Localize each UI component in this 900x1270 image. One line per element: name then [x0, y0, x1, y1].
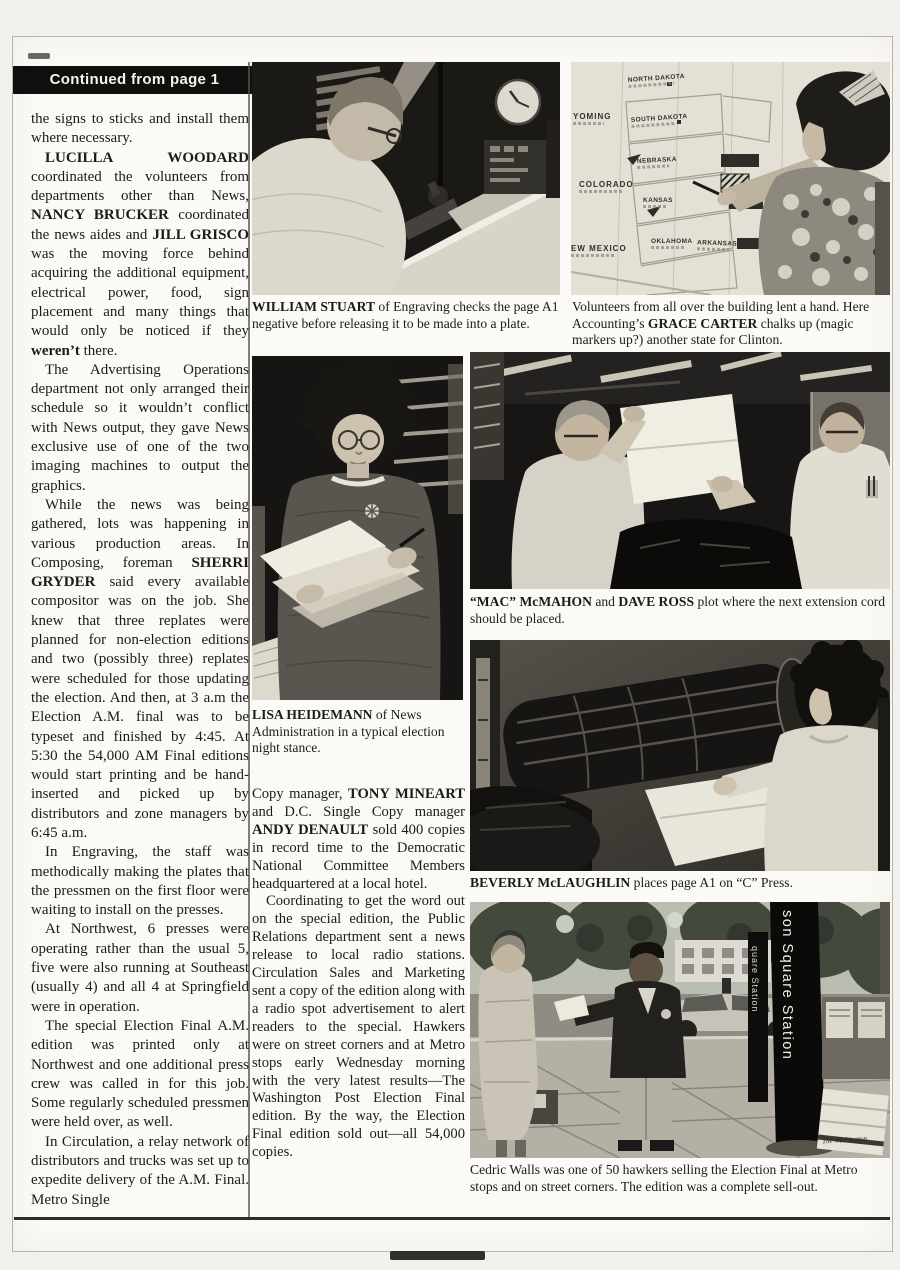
caption-beverly-mclaughlin: BEVERLY McLAUGHLIN places page A1 on “C” Press. — [470, 875, 793, 890]
newspaper-nameplate-text: The Washington — [821, 1134, 868, 1146]
map-label-wyoming: YOMING — [573, 112, 611, 125]
map-label-nebraska: NEBRASKA — [637, 156, 678, 169]
carter-photo-art — [571, 62, 890, 295]
map-label-north-dakota: NORTH DAKOTA — [628, 73, 686, 88]
caption-grace-carter: Volunteers from all over the building lent a hand. Here Accounting’s GRACE CARTER chalks up (magic markers up?) another state for Clinton. — [572, 299, 870, 348]
caption-william-stuart: WILLIAM STUART of Engraving checks the page A1 negative before releasing it to be made into a plate. — [252, 299, 559, 331]
paragraph: In Circulation, a relay network of distributors and trucks was set up to expedite delivery of the A.M. Final. Metro Single — [31, 1133, 249, 1208]
paragraph: the signs to sticks and install them where necessary. — [31, 111, 249, 147]
paragraph: Coordinating to get the word out on the special edition, the Public Relations department sent a news release to local radio stations. Circulation Sales and Marketing sent a copy of the edition along with a radio spot advertisement to alert readers to the special. Hawkers were on street corners and at Metro stops early Wednesday morning with the very latest results—The Washington Post Election Final edition. By the way, the Election Final edition sold out—all 54,000 copies. — [252, 893, 465, 1161]
paragraph: While the news was being gathered, lots was happening in various production areas. In Composing, foreman SHERRI GRYDER said every available compositor was on the job. She knew that three replates were planned for non-election editions and two (possibly three) replates were scheduled for those updating the election. And then, at 3 a.m the Election A.M. final was to be typeset and finished by 4:45. At 5:30 the 54,000 AM Final editions would start printing and be hand-inserted and picked up by distributors and zone managers by 6:45 a.m. — [31, 496, 249, 841]
paragraph: LUCILLA WOODARD coordinated the volunteers from departments other than News, NANCY BRUCKER coordinated the news aides and JILL GRISCO was the moving force behind acquiring the additional equipment, electrical power, food, sign placement and many things that would only be noticed if they weren’t there. — [31, 149, 249, 359]
paragraph: The special Election Final A.M. edition was printed only at Northwest and one additional press crew was called in for this job. Some regularly scheduled pressmen were held over, as well. — [31, 1017, 249, 1131]
caption-cedric-walls: Cedric Walls was one of 50 hawkers selling the Election Final at Metro stops and on street corners. The edition was a complete sell-out. — [470, 1162, 858, 1194]
photo-mcmahon-ross — [470, 352, 890, 589]
map-label-arkansas: ARKANSAS — [697, 239, 737, 251]
mclaughlin-photo-art — [470, 640, 890, 871]
metro-pylon-side-text: quare Station — [750, 946, 760, 1013]
map-label-colorado: COLORADO — [579, 180, 634, 193]
photo-cedric-walls — [470, 902, 890, 1158]
middle-text-column — [252, 786, 465, 1218]
next-page-peek — [390, 1251, 485, 1260]
ink-smudge-top — [28, 53, 50, 59]
paragraph: The Advertising Operations department not only arranged their schedule so it wouldn’t conflict with News output, they gave News exclusive use of one of the two imaging machines to output the graphics. — [31, 361, 249, 494]
map-label-oklahoma: OKLAHOMA — [651, 238, 692, 249]
map-label-kansas: KANSAS — [643, 197, 673, 208]
paragraph: Copy manager, TONY MINEART and D.C. Single Copy manager ANDY DENAULT sold 400 copies in record time to the Democratic National Committee Members headquartered at a local hotel. — [252, 786, 465, 892]
caption-lisa-heidemann: LISA HEIDEMANN of News Administration in a typical election night stance. — [252, 707, 445, 756]
paragraph: At Northwest, 6 presses were operating rather than the usual 5, five were also running at Southeast (usually 4) and all 4 at Springfield were in operation. — [31, 921, 249, 1015]
left-text-column — [31, 110, 249, 1240]
stuart-photo-art — [252, 62, 560, 295]
photo-grace-carter-map — [571, 62, 890, 295]
photo-beverly-mclaughlin — [470, 640, 890, 871]
mcmahon-photo-art — [470, 352, 890, 589]
photo-william-stuart — [252, 62, 560, 295]
walls-photo-art — [470, 902, 890, 1158]
heidemann-photo-art — [252, 356, 463, 700]
photo-lisa-heidemann — [252, 356, 463, 700]
map-label-south-dakota: SOUTH DAKOTA — [631, 113, 688, 128]
continued-banner: Continued from page 1 — [13, 66, 256, 94]
paragraph: In Engraving, the staff was methodically making the plates that the pressmen on the first floor were waiting to install on the presses. — [31, 844, 249, 919]
map-label-new-mexico: EW MEXICO — [571, 244, 627, 257]
caption-mcmahon-ross: “MAC” McMAHON and DAVE ROSS plot where the next extension cord should be placed. — [470, 594, 886, 626]
metro-pylon-sign-text: son Square Station — [779, 910, 795, 1061]
